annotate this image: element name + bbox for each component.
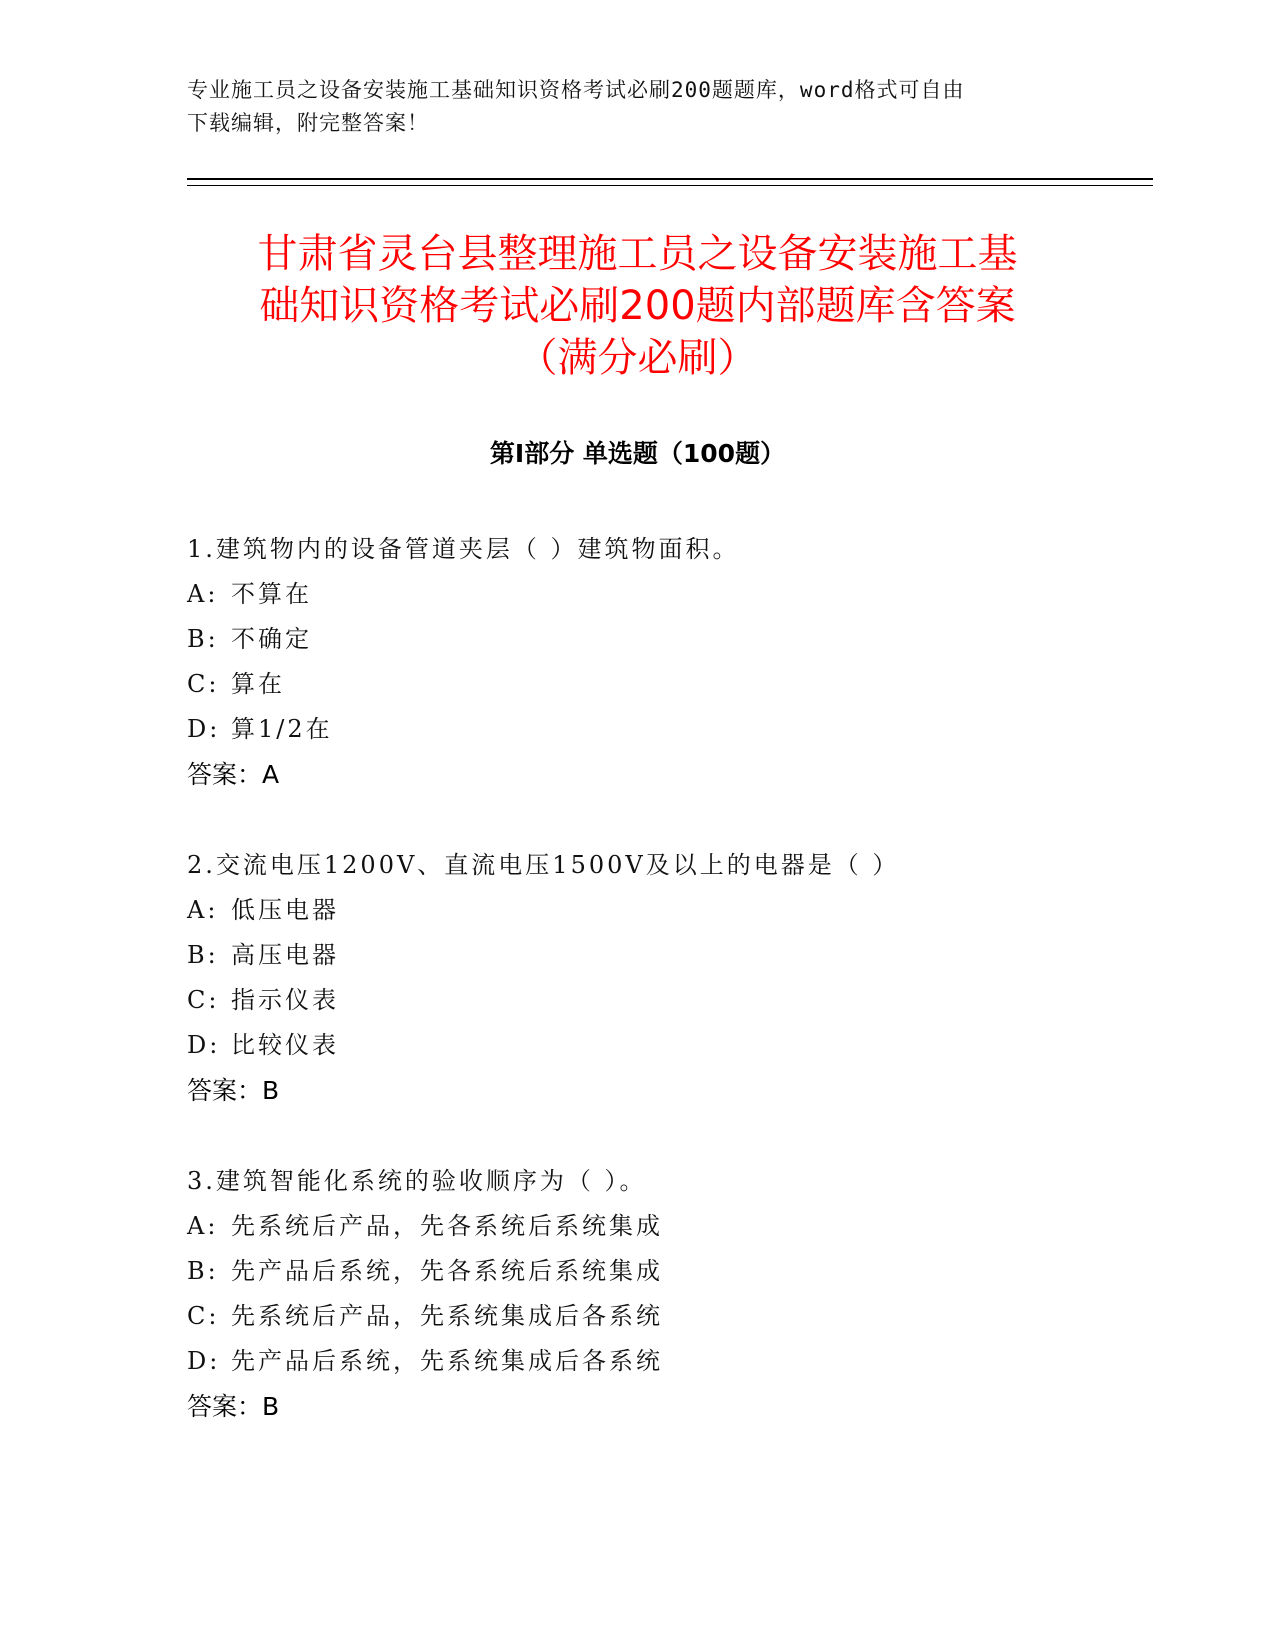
option-c (187, 662, 1137, 707)
option-key: B: (187, 941, 219, 969)
option-c (187, 978, 1137, 1023)
option-key: D: (187, 715, 221, 743)
answer: 答案：A (187, 760, 280, 789)
answer: 答案：B (187, 1076, 280, 1105)
option-d (187, 1339, 1137, 1384)
section-heading: 第Ⅰ部分 单选题（100题） (489, 439, 786, 468)
option-c (187, 1294, 1137, 1339)
option-text: 指示仪表 (231, 986, 339, 1014)
header-note (187, 74, 1087, 140)
option-key: B: (187, 1257, 219, 1285)
option-key: C: (187, 670, 220, 698)
document-title-line-3: （满分必刷） (517, 335, 758, 381)
header-rule-thick (187, 178, 1153, 180)
option-key: A: (187, 580, 219, 608)
option-key: D: (187, 1347, 221, 1375)
option-key: C: (187, 986, 220, 1014)
header-rule-thin (187, 185, 1153, 186)
option-key: D: (187, 1031, 221, 1059)
option-a (187, 1204, 1137, 1249)
option-a (187, 572, 1137, 617)
option-text: 算在 (231, 670, 285, 698)
option-key: A: (187, 896, 219, 924)
option-text: 高压电器 (231, 941, 339, 969)
option-text: 先产品后系统，先各系统后系统集成 (231, 1257, 663, 1285)
option-d (187, 1023, 1137, 1068)
header-note-line-2: 下载编辑，附完整答案！ (187, 111, 429, 135)
document-title (150, 228, 1125, 384)
document-title-line-2: 础知识资格考试必刷200题内部题库含答案 (259, 283, 1016, 329)
option-text: 不确定 (231, 625, 312, 653)
question-stem: 1.建筑物内的设备管道夹层（ ）建筑物面积。 (187, 535, 740, 563)
option-text: 低压电器 (231, 896, 339, 924)
option-d (187, 707, 1137, 752)
option-b (187, 617, 1137, 662)
option-text: 不算在 (231, 580, 312, 608)
option-text: 算1/2在 (231, 715, 333, 743)
question-stem: 3.建筑智能化系统的验收顺序为（ ）。 (187, 1167, 647, 1195)
question-1 (187, 527, 1137, 797)
option-text: 比较仪表 (231, 1031, 339, 1059)
option-text: 先系统后产品，先各系统后系统集成 (231, 1212, 663, 1240)
answer: 答案：B (187, 1392, 280, 1421)
question-3 (187, 1159, 1137, 1429)
option-b (187, 933, 1137, 978)
option-a (187, 888, 1137, 933)
option-text: 先系统后产品，先系统集成后各系统 (231, 1302, 663, 1330)
question-list (187, 527, 1137, 1475)
header-note-line-1: 专业施工员之设备安装施工基础知识资格考试必刷200题题库，word格式可自由 (187, 78, 965, 102)
question-stem: 2.交流电压1200V、直流电压1500V及以上的电器是（ ） (187, 851, 900, 879)
option-key: B: (187, 625, 219, 653)
question-2 (187, 843, 1137, 1113)
option-key: A: (187, 1212, 219, 1240)
document-title-line-1: 甘肃省灵台县整理施工员之设备安装施工基 (257, 231, 1018, 277)
option-text: 先产品后系统，先系统集成后各系统 (231, 1347, 663, 1375)
option-b (187, 1249, 1137, 1294)
option-key: C: (187, 1302, 220, 1330)
